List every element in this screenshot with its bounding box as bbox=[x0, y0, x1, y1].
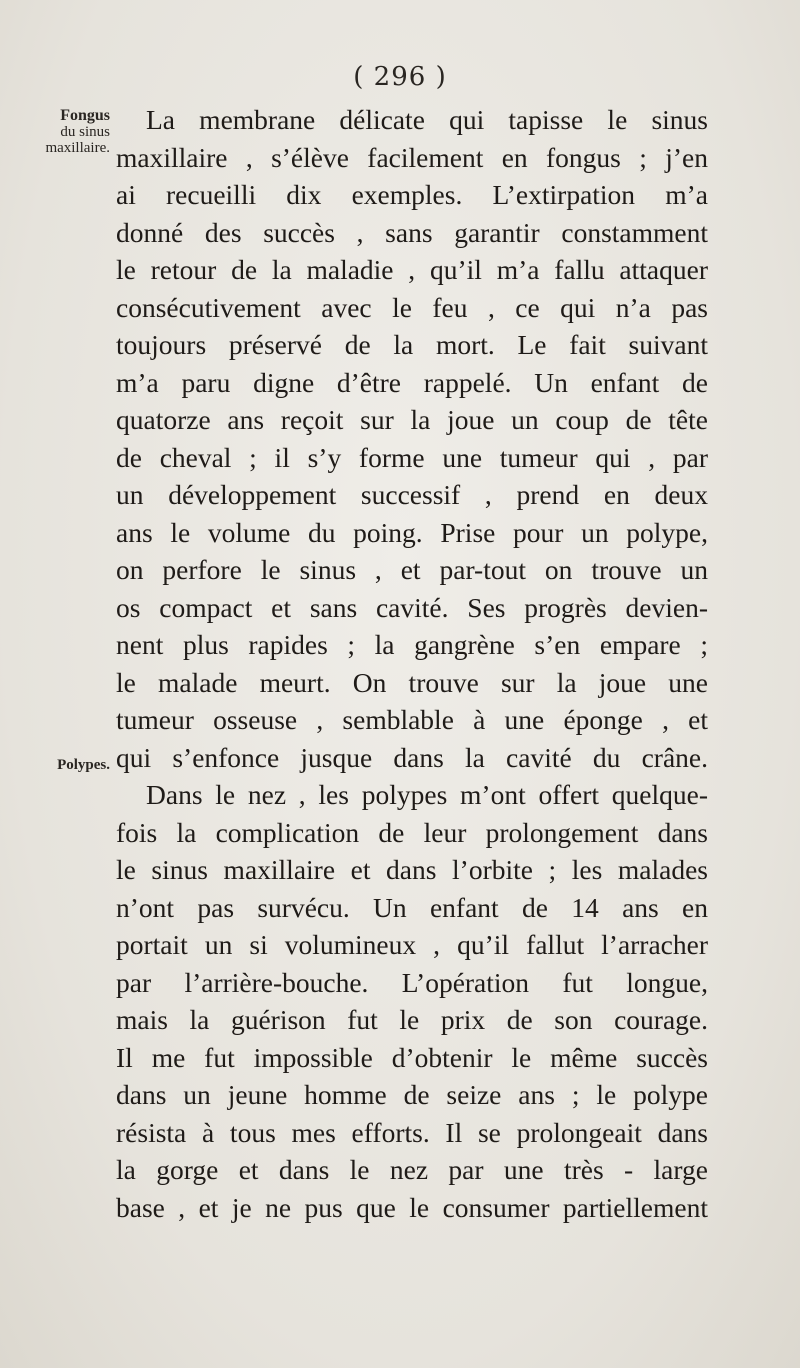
text-line: ans le volume du poing. Prise pour un polype, bbox=[116, 516, 708, 548]
margin-note-polypes: Polypes. bbox=[57, 757, 110, 773]
text-line: résista à tous mes efforts. Il se prolongeait dans bbox=[116, 1116, 708, 1148]
text-line: tumeur osseuse , semblable à une éponge , et bbox=[116, 704, 708, 735]
text-line: os compact et sans cavité. Ses progrès devien- bbox=[116, 591, 708, 623]
text-line: toujours préservé de la mort. Le fait suivant bbox=[116, 329, 708, 360]
text-line: base , et je ne pus que le consumer partiellement bbox=[116, 1191, 708, 1223]
text-line: ai recueilli dix exemples. L’extirpation m’a bbox=[116, 179, 708, 210]
text-line: n’ont pas survécu. Un enfant de 14 ans en bbox=[116, 891, 708, 923]
text-line: La membrane délicate qui tapisse le sinus bbox=[146, 104, 708, 135]
text-line: Il me fut impossible d’obtenir le même succès bbox=[116, 1041, 708, 1073]
text-line: le malade meurt. On trouve sur la joue une bbox=[116, 666, 708, 698]
margin-note-line: du sinus bbox=[60, 124, 110, 140]
margin-note-line: maxillaire. bbox=[45, 140, 110, 156]
margin-note-line: Fongus bbox=[60, 107, 110, 124]
text-line: on perfore le sinus , et par-tout on trouve un bbox=[116, 554, 708, 585]
margin-note-fongus bbox=[45, 108, 110, 156]
text-line: nent plus rapides ; la gangrène s’en empare ; bbox=[116, 629, 708, 660]
text-line: portait un si volumineux , qu’il fallut l’arracher bbox=[116, 929, 708, 960]
page-number: ( 296 ) bbox=[353, 62, 447, 92]
text-line: de cheval ; il s’y forme une tumeur qui , par bbox=[116, 441, 708, 473]
text-line: la gorge et dans le nez par une très - large bbox=[116, 1154, 708, 1185]
text-line: m’a paru digne d’être rappelé. Un enfant de bbox=[116, 366, 708, 398]
text-line: dans un jeune homme de seize ans ; le polype bbox=[116, 1079, 708, 1110]
text-line: le retour de la maladie , qu’il m’a fallu attaquer bbox=[116, 254, 708, 285]
text-line: Dans le nez , les polypes m’ont offert quelque- bbox=[146, 779, 708, 810]
body-text bbox=[116, 101, 708, 1226]
text-line: par l’arrière-bouche. L’opération fut longue, bbox=[116, 966, 708, 998]
text-line: consécutivement avec le feu , ce qui n’a pas bbox=[116, 291, 708, 323]
text-line: quatorze ans reçoit sur la joue un coup de tête bbox=[116, 404, 708, 435]
text-line: un développement successif , prend en deux bbox=[116, 479, 708, 510]
text-line: mais la guérison fut le prix de son courage. bbox=[116, 1004, 708, 1035]
text-line: donné des succès , sans garantir constamment bbox=[116, 216, 708, 248]
text-line: le sinus maxillaire et dans l’orbite ; les malades bbox=[116, 854, 708, 885]
text-line: qui s’enfonce jusque dans la cavité du crâne. bbox=[116, 741, 708, 773]
text-line: maxillaire , s’élève facilement en fongus ; j’en bbox=[116, 141, 708, 173]
text-line: fois la complication de leur prolongement dans bbox=[116, 816, 708, 848]
